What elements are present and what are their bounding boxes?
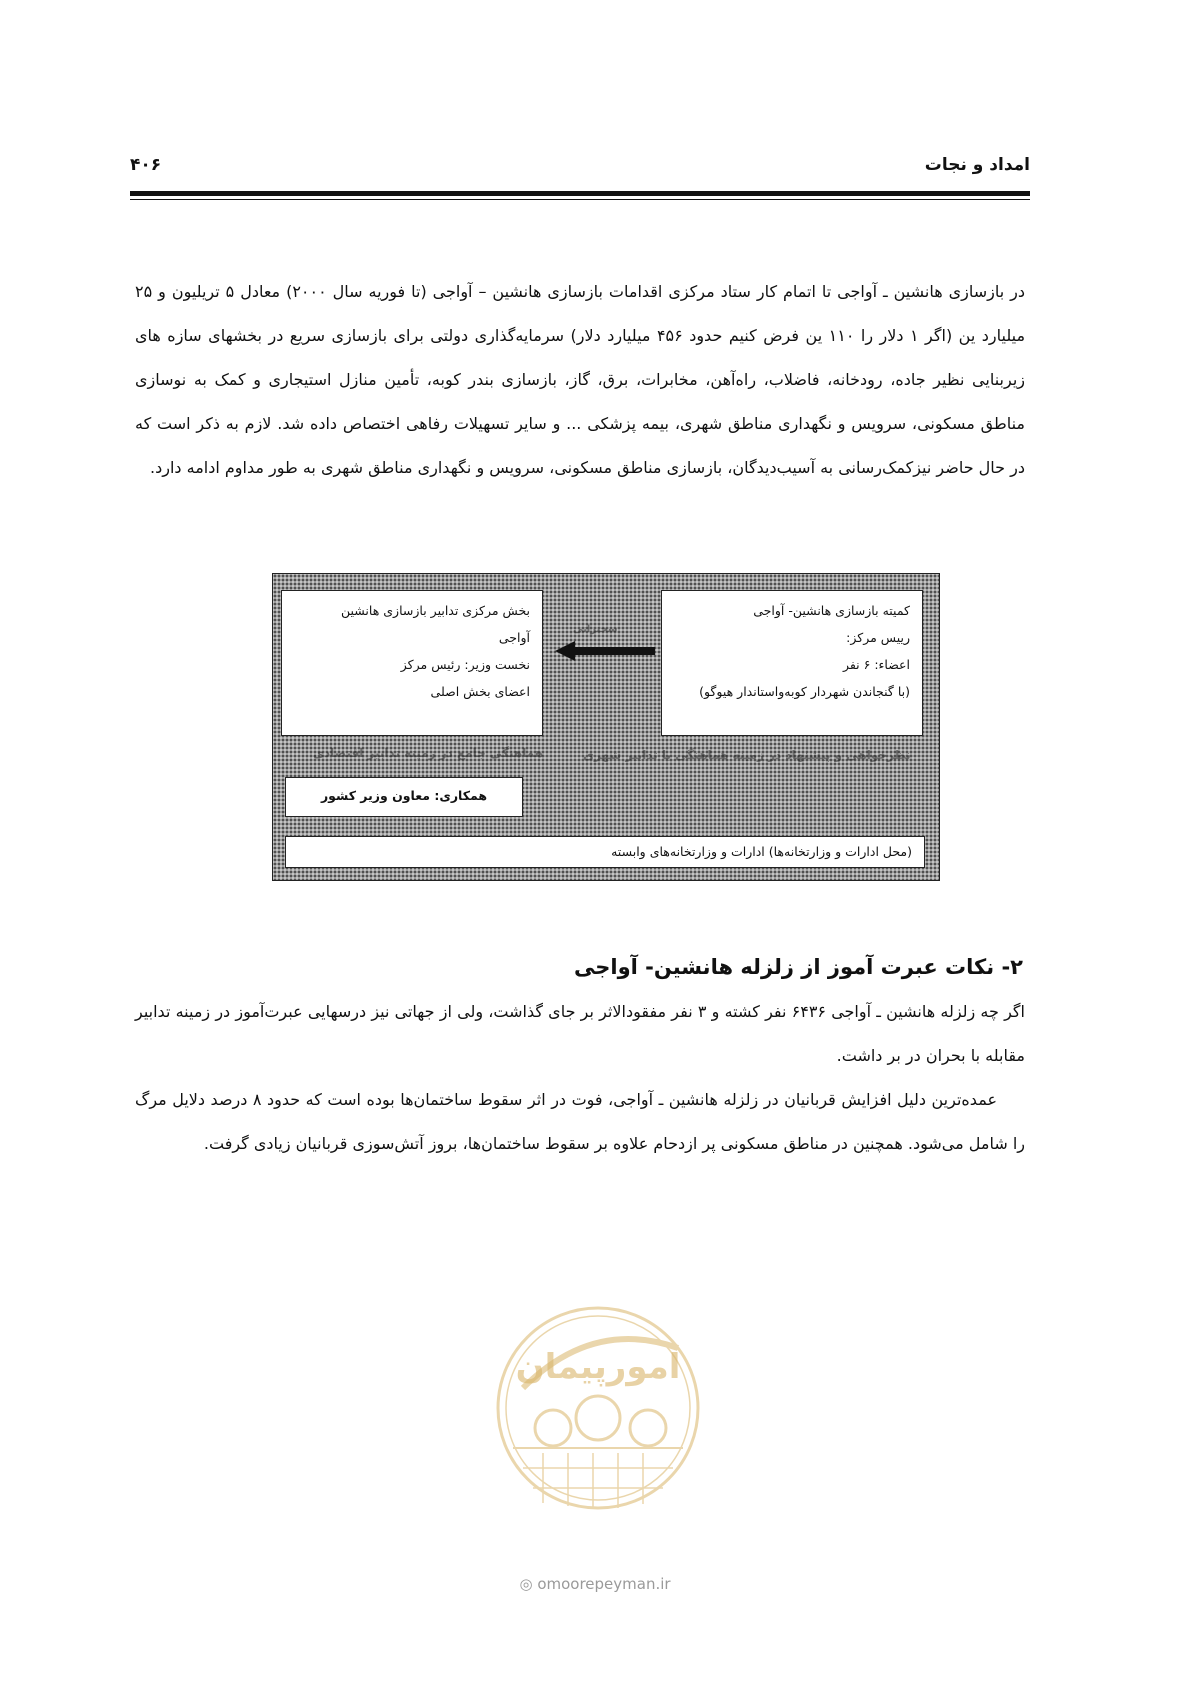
cooperation-label: همکاری: معاون وزیر کشور	[320, 788, 488, 803]
watermark-url	[495, 1575, 695, 1593]
central-head: نخست وزیر: رئیس مرکز	[400, 657, 530, 672]
header-title: امداد و نجات	[924, 155, 1030, 175]
offices-label: (محل ادارات و وزارتخانه‌ها) ادارات و وزارتخانه‌های وابسته	[611, 844, 912, 859]
body-paragraph: اگر چه زلزله هانشین ـ آواجی ۶۴۳۶ نفر کشته و ۳ نفر مفقودالاثر بر جای گذاشت، ولی از جهاتی نیز درسهایی عبرت‌آموز در زمینه تدابیر مقابله با بحران در بر داشت.	[135, 1002, 1025, 1065]
cooperation-box	[285, 777, 523, 817]
header-rule-thin	[130, 199, 1030, 200]
organization-diagram	[272, 573, 940, 881]
committee-note: (با گنجاندن شهردار کوبه‌واستاندار هیوگو)	[699, 684, 910, 699]
committee-members: اعضاء: ۶ نفر	[842, 657, 910, 672]
body-paragraph: در بازسازی هانشین ـ آواجی تا اتمام کار ستاد مرکزی اقدامات بازسازی هانشین – آواجی (تا فوریه سال ۲۰۰۰) معادل ۵ تریلیون و ۲۵ میلیارد ین (اگر ۱ دلار را ۱۱۰ ین فرض کنیم حدود ۴۵۶ میلیارد دلار) سرمایه‌گذاری دولتی برای بازسازی سریع در بخشهای سازه های زیربنایی نظیر جاده، رودخانه، فاضلاب، راه‌آهن، مخابرات، برق، گاز، بازسازی بندر کوبه، تأمین منازل استیجاری و کمک به نوسازی مناطق مسکونی، سرویس و نگهداری مناطق شهری، بیمه پزشکی ... و سایر تسهیلات رفاهی اختصاص داده شد. لازم به ذکر است که در حال حاضر نیزکمک‌رسانی به آسیب‌دیدگان، بازسازی مناطق مسکونی، سرویس و نگهداری مناطق شهری به طور مداوم ادامه دارد.	[135, 282, 1026, 477]
faded-label-right: نظرخواهی و پیشنهاد در زمینه هماهنگی با تدابیر شهری	[583, 748, 911, 762]
committee-head: رییس مرکز:	[846, 630, 910, 645]
page-number: ۴۰۶	[130, 155, 162, 175]
watermark-logo	[483, 1278, 713, 1598]
committee-title: کمیته بازسازی هانشین- آواجی	[753, 603, 910, 618]
section-heading: ۲- نکات عبرت آموز از زلزله هانشین- آواجی	[573, 955, 1023, 979]
page-header	[130, 150, 1030, 180]
globe-icon: ◎	[519, 1575, 533, 1593]
central-box	[281, 590, 543, 736]
central-members: اعضای بخش اصلی	[430, 684, 530, 699]
central-title: بخش مرکزی تدابیر بازسازی هانشین	[340, 603, 530, 618]
watermark-logo-text: امورپیمان	[515, 1347, 681, 1387]
central-title-cont: آواجی	[498, 630, 530, 645]
faded-label-left: هماهنگی جامع در زمینه تدابیر اقتصادی	[313, 746, 544, 760]
committee-box	[661, 590, 923, 736]
header-rule	[130, 191, 1030, 196]
arrow-left-icon	[555, 639, 655, 663]
offices-box	[285, 836, 925, 868]
body-paragraph: عمده‌ترین دلیل افزایش قربانیان در زلزله هانشین ـ آواجی، فوت در اثر سقوط ساختمان‌ها بوده است که حدود ۸ درصد دلایل مرگ را شامل می‌شود. همچنین در مناطق مسکونی پر ازدحام علاوه بر سقوط ساختمان‌ها، بروز آتش‌سوزی قربانیان زیادی گرفت.	[135, 1090, 1025, 1153]
watermark-url-text: omoorepeyman.ir	[537, 1575, 671, 1593]
arrow-label: سخنرانی	[573, 624, 618, 635]
